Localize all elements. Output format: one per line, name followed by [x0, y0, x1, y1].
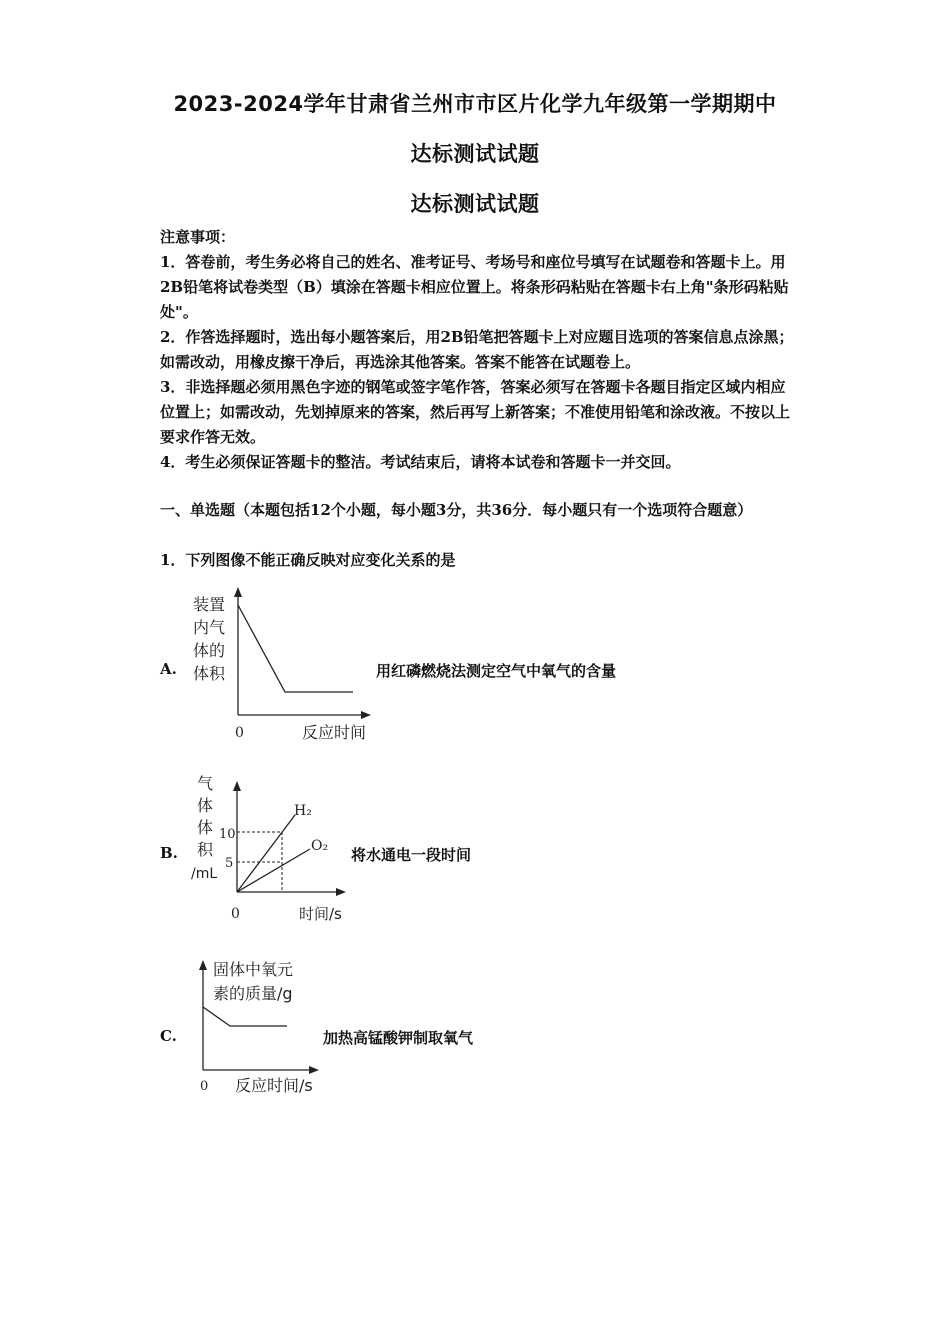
- x-axis-label: 反应时间/s: [235, 1076, 313, 1095]
- notice-item: 1．答卷前，考生务必将自己的姓名、准考证号、考场号和座位号填写在试题卷和答题卡上。用2B铅笔将试卷类型（B）填涂在答题卡相应位置上。将条形码粘贴在答题卡右上角"条形码粘贴处"。: [160, 253, 789, 321]
- y-axis-label: [213, 960, 293, 1003]
- y-label-line: 素的质量/g: [213, 984, 293, 1003]
- notice-item: 2．作答选择题时，选出每小题答案后，用2B铅笔把答题卡上对应题目选项的答案信息点涂黑；如需改动，用橡皮擦干净后，再选涂其他答案。答案不能答在试题卷上。: [160, 328, 794, 371]
- y-label-line: 体的: [193, 641, 226, 660]
- o2-line: [237, 849, 310, 892]
- y-label-line: 体积: [193, 664, 226, 683]
- option-c-graph: [185, 952, 335, 1097]
- y-axis-arrow: [199, 960, 207, 970]
- tick-label: 10: [219, 827, 236, 842]
- tick-label: 5: [225, 856, 234, 871]
- y-label-line: 气: [197, 774, 214, 793]
- option-a-description: 用红磷燃烧法测定空气中氧气的含量: [376, 662, 617, 680]
- x-axis-arrow: [336, 888, 346, 896]
- series-label-h2: H₂: [294, 803, 312, 819]
- curve-line: [238, 605, 353, 692]
- option-b-description: 将水通电一段时间: [351, 846, 472, 864]
- x-axis-arrow: [361, 711, 371, 719]
- origin-label: 0: [231, 906, 240, 922]
- y-axis-arrow: [233, 781, 241, 791]
- page-subtitle: 达标测试试题: [410, 142, 540, 166]
- x-axis-label: 时间/s: [299, 905, 342, 923]
- origin-label: 0: [200, 1079, 209, 1094]
- y-axis-label: [193, 595, 226, 683]
- h2-line: [237, 815, 295, 892]
- option-a-letter: A.: [160, 660, 177, 678]
- curve-line: [203, 1007, 287, 1026]
- option-a-graph: [185, 585, 380, 750]
- y-label-line: 体: [197, 796, 214, 815]
- y-label-line: 固体中氧元: [213, 960, 294, 979]
- notice-block: [160, 225, 800, 475]
- y-label-line: 体: [197, 818, 214, 837]
- y-axis-label: [191, 774, 217, 882]
- origin-label: 0: [235, 725, 244, 741]
- y-label-line: 内气: [193, 618, 226, 637]
- option-c-description: 加热高锰酸钾制取氧气: [323, 1029, 474, 1047]
- option-b-graph: [185, 772, 355, 927]
- page-subtitle-repeat: 达标测试试题: [410, 192, 540, 216]
- section-heading: 一、单选题（本题包括12个小题，每小题3分，共36分．每小题只有一个选项符合题意）: [160, 501, 753, 519]
- x-axis-arrow: [309, 1066, 319, 1074]
- option-c-letter: C.: [160, 1027, 177, 1045]
- notice-item: 4．考生必须保证答题卡的整洁。考试结束后，请将本试卷和答题卡一并交回。: [160, 453, 681, 471]
- x-axis-label: 反应时间: [302, 723, 367, 742]
- notice-item: 3．非选择题必须用黑色字迹的钢笔或签字笔作答，答案必须写在答题卡各题目指定区域内相应位置上；如需改动，先划掉原来的答案，然后再写上新答案；不准使用铅笔和涂改液。不按以上要求作答无效。: [160, 378, 791, 446]
- y-axis-arrow: [234, 587, 242, 597]
- page-title: 2023-2024学年甘肃省兰州市市区片化学九年级第一学期期中: [173, 92, 777, 116]
- y-label-line: 积: [197, 840, 214, 859]
- y-label-line: 装置: [193, 595, 226, 614]
- notice-heading: 注意事项：: [160, 228, 236, 246]
- y-label-line: /mL: [191, 866, 218, 882]
- option-b-letter: B.: [160, 844, 178, 862]
- series-label-o2: O₂: [311, 838, 329, 854]
- question-stem: 1．下列图像不能正确反映对应变化关系的是: [160, 551, 456, 569]
